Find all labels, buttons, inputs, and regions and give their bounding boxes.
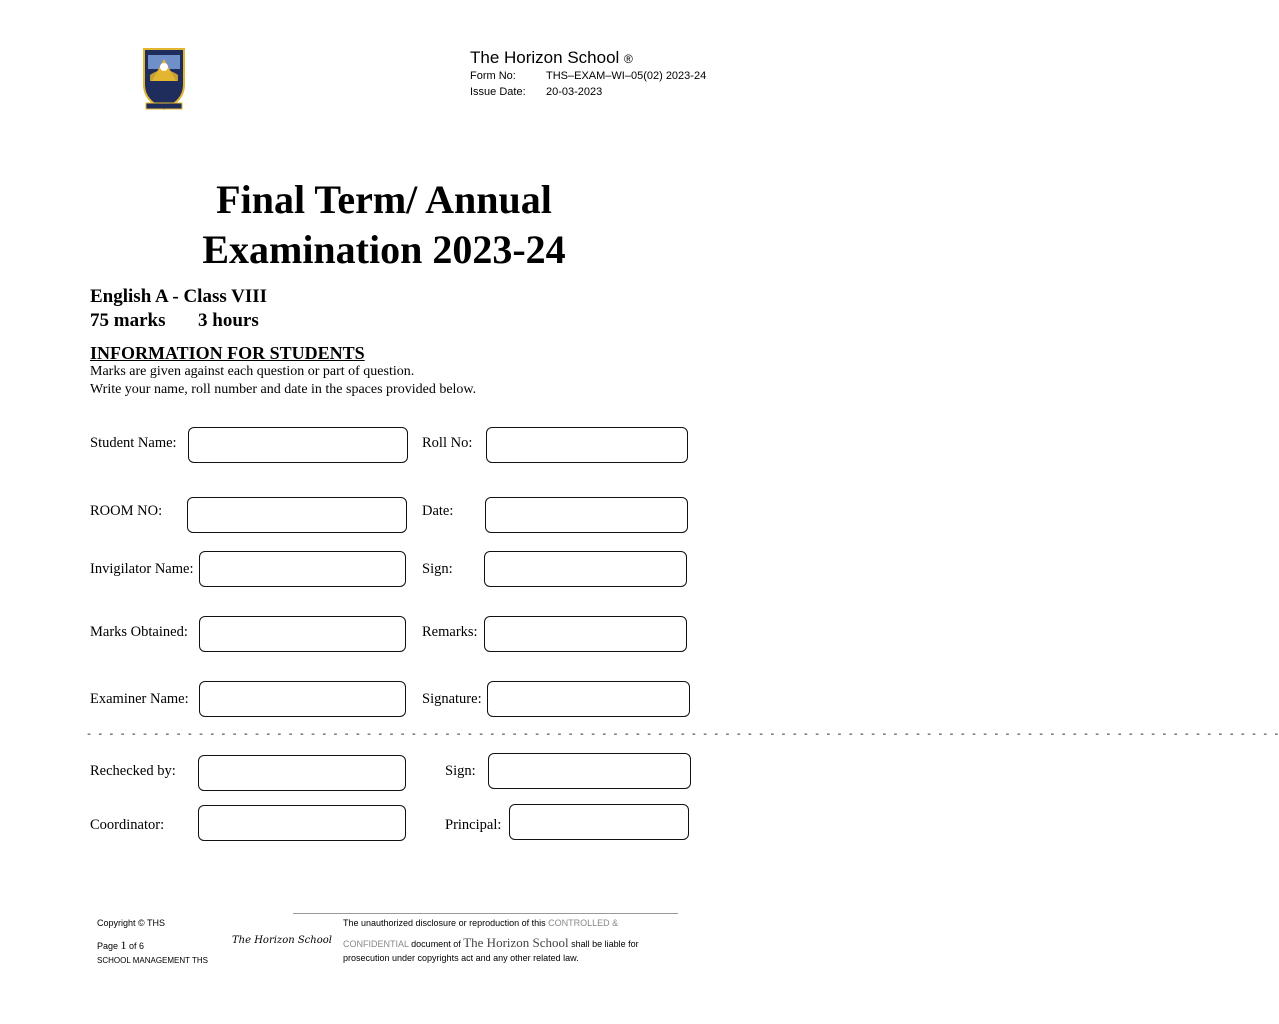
student-name-field[interactable] <box>188 427 408 463</box>
roll-no-label: Roll No: <box>422 435 473 451</box>
form-no-value: THS–EXAM–WI–05(02) 2023-24 <box>546 70 707 82</box>
footer-rule <box>293 913 678 914</box>
issue-date-value: 20-03-2023 <box>546 86 603 98</box>
date-label: Date: <box>422 503 454 519</box>
info-heading: INFORMATION FOR STUDENTS <box>90 343 365 363</box>
room-no-field[interactable] <box>187 497 407 533</box>
examiner-name-field[interactable] <box>199 681 406 717</box>
exam-duration: 3 hours <box>198 310 259 331</box>
invigilator-name-label: Invigilator Name: <box>90 561 194 577</box>
footer-copyright: Copyright © THS <box>97 918 165 928</box>
marks-obtained-field[interactable] <box>199 616 406 652</box>
info-line-1: Marks are given against each question or part of question. <box>90 364 415 379</box>
rechecked-sign-label: Sign: <box>445 763 476 779</box>
footer-school-script: The Horizon School <box>232 935 332 946</box>
signature-field[interactable] <box>487 681 690 717</box>
invigilator-sign-field[interactable] <box>484 551 687 587</box>
student-name-label: Student Name: <box>90 435 177 451</box>
invigilator-name-field[interactable] <box>199 551 406 587</box>
rechecked-sign-field[interactable] <box>488 753 691 789</box>
footer-notice-line2: CONFIDENTIAL document of The Horizon School shall be liable for <box>343 935 639 950</box>
rechecked-by-label: Rechecked by: <box>90 763 176 779</box>
examiner-name-label: Examiner Name: <box>90 691 189 707</box>
issue-date-label: Issue Date: <box>470 86 526 98</box>
roll-no-field[interactable] <box>486 427 688 463</box>
principal-label: Principal: <box>445 817 502 833</box>
coordinator-label: Coordinator: <box>90 817 165 833</box>
school-crest-icon <box>140 45 188 113</box>
marks-total: 75 marks <box>90 310 166 331</box>
footer-department: SCHOOL MANAGEMENT THS <box>97 956 208 965</box>
date-field[interactable] <box>485 497 688 533</box>
principal-field[interactable] <box>509 804 689 840</box>
footer-notice-line1: The unauthorized disclosure or reproduction of this CONTROLLED & <box>343 918 619 928</box>
exam-title-line2: Examination 2023-24 <box>202 227 566 272</box>
room-no-label: ROOM NO: <box>90 503 163 519</box>
remarks-label: Remarks: <box>422 624 478 640</box>
org-name: The Horizon School ® <box>470 48 633 67</box>
dashed-divider: - - - - - - - - - - - - - - - - - - - - - - - - - - - - - - - - - - - - - - - - - - - - - - - - - - - - - - - - - - - - - - - - - - - - - - - - - - - - - - - - - - - - - - - - - - - - - - - - - - - - - - - - - - - <box>86 730 1279 741</box>
remarks-field[interactable] <box>484 616 687 652</box>
footer-notice-line3: prosecution under copyrights act and any other related law. <box>343 953 579 963</box>
invigilator-sign-label: Sign: <box>422 561 453 577</box>
coordinator-field[interactable] <box>198 805 406 841</box>
info-line-2: Write your name, roll number and date in the spaces provided below. <box>90 382 477 397</box>
rechecked-by-field[interactable] <box>198 755 406 791</box>
subject-class: English A - Class VIII <box>90 286 268 307</box>
marks-obtained-label: Marks Obtained: <box>90 624 188 640</box>
exam-title-line1: Final Term/ Annual <box>216 177 552 222</box>
footer-page-number: Page 1 of 6 <box>97 938 145 952</box>
form-no-label: Form No: <box>470 70 516 82</box>
signature-label: Signature: <box>422 691 482 707</box>
